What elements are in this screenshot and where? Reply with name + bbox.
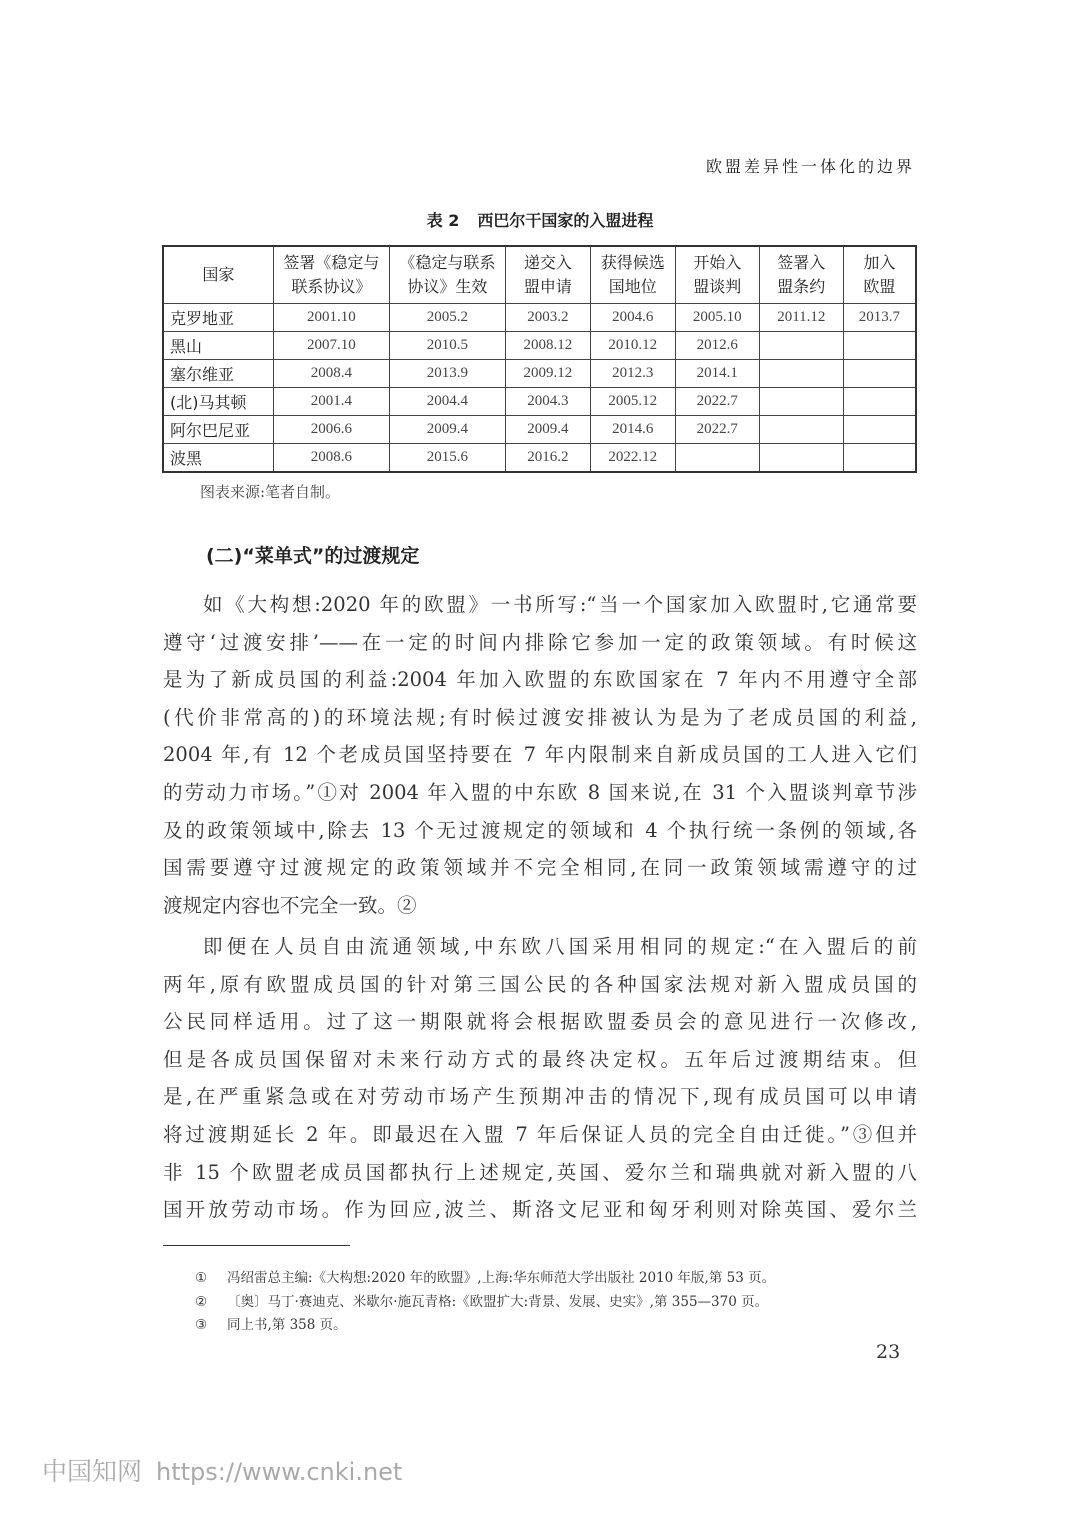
watermark-brand: 中国知网 (42, 1457, 143, 1486)
footnote (195, 1290, 768, 1310)
text-line: 即便在人员自由流通领域,中东欧八国采用相同的规定:“在入盟后的前 (203, 935, 917, 958)
date-cell (843, 360, 916, 388)
footnote (195, 1313, 347, 1333)
date-cell (759, 444, 843, 473)
column-header-line: 欧盟 (863, 277, 896, 296)
country-cell: 塞尔维亚 (163, 360, 273, 388)
date-cell: 2016.2 (505, 444, 590, 473)
text-line: 是,在严重紧急或在对劳动市场产生预期冲击的情况下,现有成员国可以申请 (163, 1085, 917, 1109)
footnote-mark: ③ (195, 1317, 208, 1333)
date-cell: 2008.6 (273, 444, 389, 473)
date-cell (843, 416, 916, 444)
table-number: 表 2 (426, 211, 460, 230)
column-header-line: 递交入 (523, 253, 572, 272)
date-cell: 2012.6 (675, 332, 759, 360)
text-line: 的劳动力市场。”①对 2004 年入盟的中东欧 8 国来说,在 31 个入盟谈判章节涉 (163, 780, 917, 804)
date-cell: 2004.3 (505, 388, 590, 416)
country-cell: (北)马其顿 (163, 388, 273, 416)
date-cell: 2005.10 (675, 304, 759, 332)
footnote (195, 1266, 775, 1286)
date-cell: 2009.12 (505, 360, 590, 388)
country-cell: 克罗地亚 (163, 304, 273, 332)
column-header-line: 开始入 (693, 253, 742, 272)
watermark (42, 1452, 402, 1488)
column-header-line: 盟谈判 (693, 277, 742, 296)
column-header (505, 246, 590, 304)
table-row (163, 388, 916, 416)
date-cell: 2014.1 (675, 360, 759, 388)
table-row (163, 332, 916, 360)
date-cell (759, 360, 843, 388)
footnote-mark: ② (195, 1294, 208, 1310)
date-cell: 2008.12 (505, 332, 590, 360)
date-cell (843, 388, 916, 416)
date-cell: 2005.12 (590, 388, 675, 416)
date-cell (759, 416, 843, 444)
column-header-line: 盟申请 (523, 277, 572, 296)
running-head: 欧盟差异性一体化的边界 (705, 157, 915, 176)
date-cell: 2008.4 (273, 360, 389, 388)
country-cell: 阿尔巴尼亚 (163, 416, 273, 444)
column-header (163, 246, 273, 304)
date-cell: 2003.2 (505, 304, 590, 332)
date-cell: 2011.12 (759, 304, 843, 332)
column-header-line: 获得候选 (600, 253, 665, 272)
date-cell: 2007.10 (273, 332, 389, 360)
date-cell (675, 444, 759, 473)
column-header-line: 加入 (863, 253, 896, 272)
date-cell: 2013.9 (389, 360, 505, 388)
date-cell: 2010.5 (389, 332, 505, 360)
text-line: 国需要遵守过渡规定的政策领域并不完全相同,在同一政策领域需遵守的过 (163, 856, 917, 880)
section-heading: (二)“菜单式”的过渡规定 (206, 545, 420, 567)
text-line: 及的政策领域中,除去 13 个无过渡规定的领域和 4 个执行统一条例的领域,各 (163, 818, 917, 842)
column-header (675, 246, 759, 304)
date-cell: 2005.2 (389, 304, 505, 332)
text-line: 遵守‘过渡安排’——在一定的时间内排除它参加一定的政策领域。有时候这 (163, 630, 917, 654)
text-line: 两年,原有欧盟成员国的针对第三国公民的各种国家法规对新入盟成员国的 (163, 972, 917, 996)
date-cell: 2022.12 (590, 444, 675, 473)
column-header-line: 签署入 (777, 253, 826, 272)
country-cell: 波黑 (163, 444, 273, 473)
paragraph-2 (163, 928, 917, 1229)
date-cell: 2022.7 (675, 416, 759, 444)
accession-table (162, 245, 917, 473)
text-line: 非 15 个欧盟老成员国都执行上述规定,英国、爱尔兰和瑞典就对新入盟的八 (163, 1160, 917, 1184)
column-header (273, 246, 389, 304)
date-cell: 2006.6 (273, 416, 389, 444)
column-header-line: 协议》生效 (407, 277, 488, 296)
column-header-line: 签署《稳定与 (283, 253, 380, 272)
date-cell: 2009.4 (505, 416, 590, 444)
table-header-row (163, 246, 916, 304)
date-cell: 2001.4 (273, 388, 389, 416)
footnote-divider (163, 1245, 350, 1246)
text-line: 公民同样适用。过了这一期限就将会根据欧盟委员会的意见进行一次修改, (163, 1010, 917, 1034)
column-header (389, 246, 505, 304)
column-header-line: 国地位 (608, 277, 657, 296)
column-header-line: 《稳定与联系 (399, 253, 496, 272)
date-cell: 2009.4 (389, 416, 505, 444)
date-cell (759, 388, 843, 416)
column-header-line: 盟条约 (777, 277, 826, 296)
footnote-text: 冯绍雷总主编:《大构想:2020 年的欧盟》,上海:华东师范大学出版社 2010 年版,第 53 页。 (227, 1270, 776, 1286)
date-cell: 2012.3 (590, 360, 675, 388)
country-cell: 黑山 (163, 332, 273, 360)
text-line: 渡规定内容也不完全一致。② (163, 893, 417, 917)
text-line: 国开放劳动市场。作为回应,波兰、斯洛文尼亚和匈牙利则对除英国、爱尔兰 (163, 1198, 917, 1222)
table-row (163, 360, 916, 388)
column-header (590, 246, 675, 304)
column-header (843, 246, 916, 304)
date-cell: 2015.6 (389, 444, 505, 473)
date-cell: 2013.7 (843, 304, 916, 332)
date-cell: 2014.6 (590, 416, 675, 444)
date-cell: 2001.10 (273, 304, 389, 332)
paragraph-1 (163, 586, 917, 924)
date-cell: 2004.6 (590, 304, 675, 332)
table-title: 西巴尔干国家的入盟进程 (477, 211, 654, 230)
text-line: 是为了新成员国的利益:2004 年加入欧盟的东欧国家在 7 年内不用遵守全部 (163, 668, 917, 692)
date-cell: 2004.4 (389, 388, 505, 416)
footnote-text: 同上书,第 358 页。 (227, 1317, 347, 1333)
watermark-url: https://www.cnki.net (156, 1458, 403, 1486)
text-line: 如《大构想:2020 年的欧盟》一书所写:“当一个国家加入欧盟时,它通常要 (203, 593, 917, 616)
footnote-mark: ① (195, 1270, 208, 1286)
text-line: 将过渡期延长 2 年。即最迟在入盟 7 年后保证人员的完全自由迁徙。”③但并 (163, 1122, 917, 1146)
text-line: 但是各成员国保留对未来行动方式的最终决定权。五年后过渡期结束。但 (163, 1047, 917, 1071)
date-cell (843, 444, 916, 473)
date-cell (759, 332, 843, 360)
column-header-line: 联系协议》 (291, 277, 372, 296)
table-row (163, 304, 916, 332)
date-cell: 2010.12 (590, 332, 675, 360)
text-line: (代价非常高的)的环境法规;有时候过渡安排被认为是为了老成员国的利益, (163, 705, 917, 729)
column-header (759, 246, 843, 304)
table-source-note: 图表来源:笔者自制。 (200, 483, 341, 501)
footnote-text: 〔奥〕马丁·赛迪克、米歇尔·施瓦青格:《欧盟扩大:背景、发展、史实》,第 355—370 页。 (227, 1294, 769, 1310)
column-header-line: 国家 (202, 265, 235, 284)
page-number: 23 (876, 1341, 901, 1363)
text-line: 2004 年,有 12 个老成员国坚持要在 7 年内限制来自新成员国的工人进入它们 (163, 743, 917, 767)
date-cell: 2022.7 (675, 388, 759, 416)
table-row (163, 444, 916, 473)
table-row (163, 416, 916, 444)
table-caption (0, 208, 1080, 231)
date-cell (843, 332, 916, 360)
